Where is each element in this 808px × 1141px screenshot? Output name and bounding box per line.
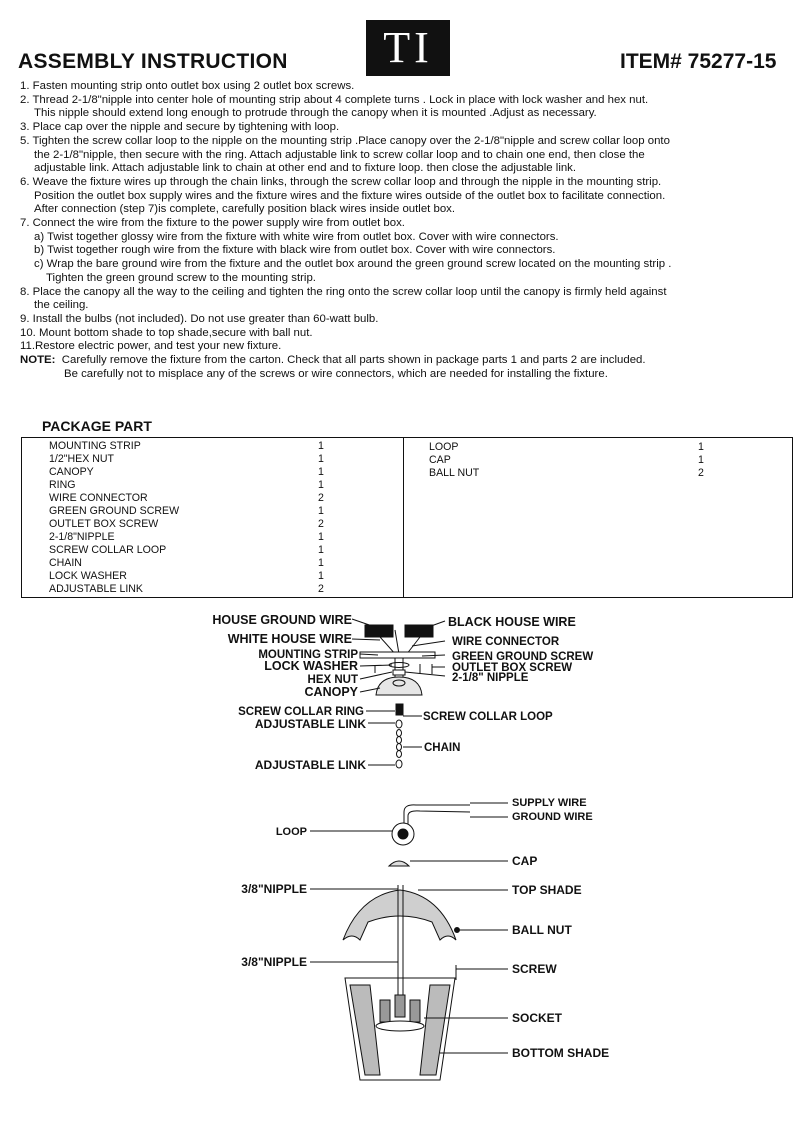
step-line: 1. Fasten mounting strip onto outlet box using 2 outlet box screws. — [20, 80, 355, 92]
label-supply-wire: SUPPLY WIRE — [512, 797, 587, 809]
part-row — [49, 492, 329, 505]
part-row — [49, 453, 329, 466]
part-name: MOUNTING STRIP — [49, 440, 141, 452]
step-line: 5. Tighten the screw collar loop to the nipple on the mounting strip .Place canopy over the 2-1/8"nipple and screw collar loop onto — [20, 134, 670, 147]
part-name: RING — [49, 479, 76, 491]
table-divider — [403, 437, 404, 598]
label-ground-wire: GROUND WIRE — [512, 811, 593, 823]
bottom-shade-left-panel — [350, 985, 380, 1075]
step-line: 11.Restore electric power, and test your new fixture. — [20, 340, 282, 353]
note-line-1 — [20, 354, 800, 368]
part-qty: 2 — [318, 518, 324, 530]
adjustable-link-shape-1 — [396, 720, 402, 728]
part-name: LOOP — [429, 441, 459, 453]
label-canopy: CANOPY — [304, 685, 358, 699]
part-name: WIRE CONNECTOR — [49, 492, 148, 504]
bottom-shade-right-panel — [420, 985, 450, 1075]
part-qty: 1 — [318, 479, 324, 491]
label-screw-collar-loop: SCREW COLLAR LOOP — [423, 711, 553, 723]
label-ball-nut: BALL NUT — [512, 923, 572, 937]
step-line: 10. Mount bottom shade to top shade,secure with ball nut. — [20, 326, 313, 339]
part-row — [49, 570, 329, 583]
part-name: LOCK WASHER — [49, 570, 127, 582]
supply-wires-shape — [404, 805, 470, 830]
part-name: BALL NUT — [429, 467, 480, 479]
part-name: CHAIN — [49, 557, 82, 569]
part-qty: 1 — [318, 531, 324, 543]
label-cap: CAP — [512, 854, 538, 868]
label-wire-connector: WIRE CONNECTOR — [452, 636, 560, 648]
part-name: OUTLET BOX SCREW — [49, 518, 159, 530]
part-row — [49, 505, 329, 518]
label-socket: SOCKET — [512, 1011, 563, 1025]
part-row — [49, 557, 329, 570]
label-black-house-wire: BLACK HOUSE WIRE — [448, 615, 576, 629]
note-line-2: Be carefully not to misplace any of the screws or wire connectors, which are needed for installing the fixture. — [64, 367, 608, 380]
step-line: After connection (step 7)is complete, carefully position black wires inside outlet box. — [34, 203, 456, 216]
step-line: 3. Place cap over the nipple and secure by tightening with loop. — [20, 121, 340, 134]
part-qty: 1 — [318, 570, 324, 582]
part-name: 2-1/8"NIPPLE — [49, 531, 115, 543]
part-qty: 2 — [698, 467, 704, 479]
part-row — [49, 583, 329, 596]
part-row — [429, 454, 709, 467]
label-green-ground-screw: GREEN GROUND SCREW — [452, 651, 594, 663]
part-name: GREEN GROUND SCREW — [49, 505, 180, 517]
part-row — [429, 467, 709, 480]
page-title: ASSEMBLY INSTRUCTION — [18, 50, 288, 73]
note-label: NOTE: — [20, 354, 56, 367]
label-lock-washer: LOCK WASHER — [264, 659, 358, 673]
outlet-box-left-icon — [365, 625, 393, 637]
part-row — [49, 518, 329, 531]
part-row — [49, 479, 329, 492]
adjustable-link-shape-2 — [396, 760, 402, 768]
part-qty: 1 — [318, 440, 324, 452]
step-line: Tighten the green ground screw to the mounting strip. — [46, 271, 316, 284]
label-screw-collar-ring: SCREW COLLAR RING — [238, 706, 364, 718]
assembly-diagram — [0, 600, 808, 1141]
part-name: ADJUSTABLE LINK — [49, 583, 143, 595]
part-qty: 1 — [318, 505, 324, 517]
instruction-steps — [20, 80, 800, 381]
part-name: CAP — [429, 454, 451, 466]
label-nipple-218: 2-1/8" NIPPLE — [452, 672, 529, 684]
parts-list-right — [429, 441, 709, 480]
step-line: Position the outlet box supply wires and the fixture wires and the fixture wires outside of the outlet box to facilitate connection. — [34, 189, 666, 202]
part-name: CANOPY — [49, 466, 94, 478]
chain-shape — [397, 730, 402, 758]
step-line: c) Wrap the bare ground wire from the fixture and the outlet box around the green ground screw located on the mounting strip . — [34, 258, 672, 271]
hex-nut-shape — [393, 670, 405, 675]
socket-shape — [380, 995, 420, 1022]
step-line: a) Twist together glossy wire from the fixture with white wire from outlet box. Cover with wire connectors. — [34, 230, 559, 243]
part-qty: 1 — [318, 557, 324, 569]
label-house-ground-wire: HOUSE GROUND WIRE — [212, 613, 352, 627]
part-qty: 1 — [698, 441, 704, 453]
part-qty: 1 — [318, 453, 324, 465]
label-bottom-shade: BOTTOM SHADE — [512, 1046, 610, 1060]
part-name: 1/2"HEX NUT — [49, 453, 114, 465]
part-row — [49, 544, 329, 557]
note-text-1: Carefully remove the fixture from the carton. Check that all parts shown in package parts 1 and parts 2 are included. — [61, 354, 646, 367]
step-line: adjustable link. Attach adjustable link to chain at other end and to fixture loop. then close the adjustable link. — [34, 162, 577, 175]
label-hex-nut: HEX NUT — [307, 674, 358, 686]
label-nipple-38-2: 3/8"NIPPLE — [241, 955, 307, 969]
label-nipple-38-1: 3/8"NIPPLE — [241, 882, 307, 896]
step-line: 2. Thread 2-1/8"nipple into center hole of mounting strip about 4 complete turns . Lock in place with lock washer and hex nut. — [20, 93, 649, 106]
part-name: SCREW COLLAR LOOP — [49, 544, 167, 556]
part-qty: 2 — [318, 492, 324, 504]
top-shade-shape — [343, 890, 456, 940]
item-number: ITEM# 75277-15 — [620, 50, 777, 73]
step-line: 7. Connect the wire from the fixture to the power supply wire from outlet box. — [20, 217, 405, 230]
part-qty: 1 — [318, 466, 324, 478]
label-adjustable-link-1: ADJUSTABLE LINK — [254, 717, 366, 731]
label-screw: SCREW — [512, 962, 557, 976]
part-row — [49, 466, 329, 479]
steps-list — [20, 80, 800, 354]
screw-collar-ring-shape — [396, 704, 403, 715]
label-chain: CHAIN — [424, 742, 461, 754]
part-row — [429, 441, 709, 454]
part-row — [49, 440, 329, 453]
step-line: the 2-1/8"nipple, then secure with the ring. Attach adjustable link to screw collar loop and to chain one end, then close the — [34, 148, 645, 161]
part-row — [49, 531, 329, 544]
step-line: 6. Weave the fixture wires up through the chain links, through the screw collar loop and through the nipple in the mounting strip. — [20, 175, 662, 188]
part-qty: 2 — [318, 583, 324, 595]
cap-shape — [389, 861, 409, 866]
label-loop: LOOP — [275, 826, 307, 838]
part-qty: 1 — [698, 454, 704, 466]
step-line: 9. Install the bulbs (not included). Do not use greater than 60-watt bulb. — [20, 312, 379, 325]
label-white-house-wire: WHITE HOUSE WIRE — [227, 632, 352, 646]
parts-list-left — [49, 440, 329, 596]
step-line: the ceiling. — [34, 299, 89, 312]
part-qty: 1 — [318, 544, 324, 556]
label-adjustable-link-2: ADJUSTABLE LINK — [254, 758, 366, 772]
step-line: This nipple should extend long enough to protrude through the canopy when it is mounted .Adjust as necessary. — [34, 107, 597, 120]
step-line: 8. Place the canopy all the way to the ceiling and tighten the ring onto the screw collar loop until the canopy is firmly held against — [20, 285, 667, 298]
package-part-title: PACKAGE PART — [42, 418, 152, 434]
step-line: b) Twist together rough wire from the fixture with black wire from outlet box. Cover with wire connectors. — [34, 244, 556, 257]
label-top-shade: TOP SHADE — [512, 883, 582, 897]
label-outlet-box-screw: OUTLET BOX SCREW — [452, 662, 573, 674]
label-mounting-strip: MOUNTING STRIP — [258, 649, 358, 661]
brand-logo: TI — [366, 20, 450, 76]
